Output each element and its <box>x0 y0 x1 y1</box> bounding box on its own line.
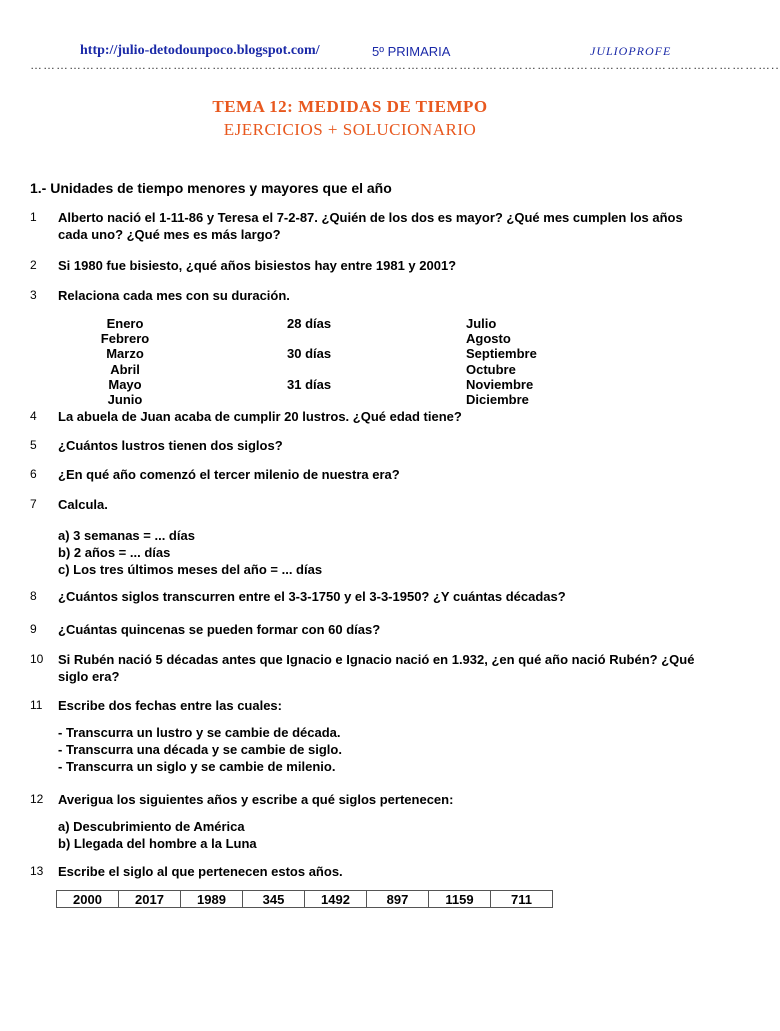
duration-item <box>287 331 331 346</box>
grade-label: 5º PRIMARIA <box>372 44 451 59</box>
question-number: 2 <box>30 258 37 272</box>
question-text: ¿Cuántas quincenas se pueden formar con 60 días? <box>58 622 381 637</box>
question-number: 8 <box>30 589 37 603</box>
q11-items: - Transcurra un lustro y se cambie de década. - Transcurra una década y se cambie de siglo. - Transcurra un siglo y se cambie de milenio. <box>58 725 342 774</box>
question-number: 13 <box>30 864 44 878</box>
question-number: 9 <box>30 622 37 636</box>
question-number: 5 <box>30 438 37 452</box>
month-item: Mayo <box>108 376 142 392</box>
duration-item: 30 días <box>287 346 332 362</box>
question-number: 7 <box>30 497 37 511</box>
question-number: 1 <box>30 210 37 224</box>
month-item: Junio <box>107 392 143 408</box>
year-cell: 897 <box>367 891 429 908</box>
month-item: Octubre <box>466 361 516 377</box>
dotted-divider: ……………………………………………………………………………………………………………………………………………………….. <box>30 58 780 72</box>
month-item: Julio <box>466 316 497 331</box>
year-cell: 1159 <box>429 891 491 908</box>
question-number: 11 <box>30 698 43 712</box>
duration-item: 31 días <box>287 376 332 392</box>
question-text: Si Rubén nació 5 décadas antes que Ignacio e Ignacio nació en 1.932, ¿en qué año nació Rubén? ¿Qué siglo era? <box>58 652 695 684</box>
page-title: TEMA 12: MEDIDAS DE TIEMPO <box>212 97 488 116</box>
question-text: Calcula. <box>58 497 108 512</box>
year-cell: 1989 <box>181 891 243 908</box>
month-item: Abril <box>110 361 140 377</box>
question-text: Si 1980 fue bisiesto, ¿qué años bisiestos hay entre 1981 y 2001? <box>58 258 457 273</box>
month-item: Agosto <box>466 331 511 347</box>
author-label: JULIOPROFE <box>590 44 672 58</box>
year-cell: 711 <box>491 891 553 908</box>
durations-column <box>287 316 331 392</box>
page-subtitle: EJERCICIOS + SOLUCIONARIO <box>223 120 477 139</box>
q12-items: a) Descubrimiento de América b) Llegada del hombre a la Luna <box>58 819 257 851</box>
duration-item: 28 días <box>287 316 332 331</box>
table-row <box>57 891 553 908</box>
months-right-column <box>466 316 537 407</box>
section-heading: 1.- Unidades de tiempo menores y mayores que el año <box>30 180 392 196</box>
year-cell: 2017 <box>119 891 181 908</box>
month-item: Diciembre <box>466 392 529 408</box>
years-table <box>56 890 553 908</box>
month-item: Noviembre <box>466 376 534 392</box>
month-item: Marzo <box>106 346 144 362</box>
year-cell: 345 <box>243 891 305 908</box>
question-text: Relaciona cada mes con su duración. <box>58 288 290 303</box>
question-text: La abuela de Juan acaba de cumplir 20 lustros. ¿Qué edad tiene? <box>58 409 462 424</box>
month-item: Enero <box>106 316 144 331</box>
q7-items: a) 3 semanas = ... días b) 2 años = ... días c) Los tres últimos meses del año = ... días <box>58 528 323 577</box>
duration-item <box>287 362 331 377</box>
question-number: 3 <box>30 288 37 302</box>
question-text: ¿En qué año comenzó el tercer milenio de nuestra era? <box>58 467 400 482</box>
question-number: 12 <box>30 792 44 806</box>
blog-url[interactable]: http://julio-detodounpoco.blogspot.com/ <box>80 43 320 58</box>
question-text: ¿Cuántos siglos transcurren entre el 3-3-1750 y el 3-3-1950? ¿Y cuántas décadas? <box>58 589 566 604</box>
question-number: 4 <box>30 409 37 423</box>
question-text: Alberto nació el 1-11-86 y Teresa el 7-2-87. ¿Quién de los dos es mayor? ¿Qué mes cumplen los años cada uno? ¿Qué mes es más largo? <box>58 210 683 242</box>
year-cell: 1492 <box>305 891 367 908</box>
question-text: ¿Cuántos lustros tienen dos siglos? <box>58 438 283 453</box>
months-left-column <box>80 316 170 407</box>
question-text: Escribe el siglo al que pertenecen estos años. <box>58 864 343 879</box>
question-number: 10 <box>30 652 44 666</box>
question-text: Escribe dos fechas entre las cuales: <box>58 698 282 713</box>
question-text: Averigua los siguientes años y escribe a qué siglos pertenecen: <box>58 792 454 807</box>
question-number: 6 <box>30 467 37 481</box>
month-item: Septiembre <box>466 346 537 362</box>
month-item: Febrero <box>100 331 150 347</box>
year-cell: 2000 <box>57 891 119 908</box>
